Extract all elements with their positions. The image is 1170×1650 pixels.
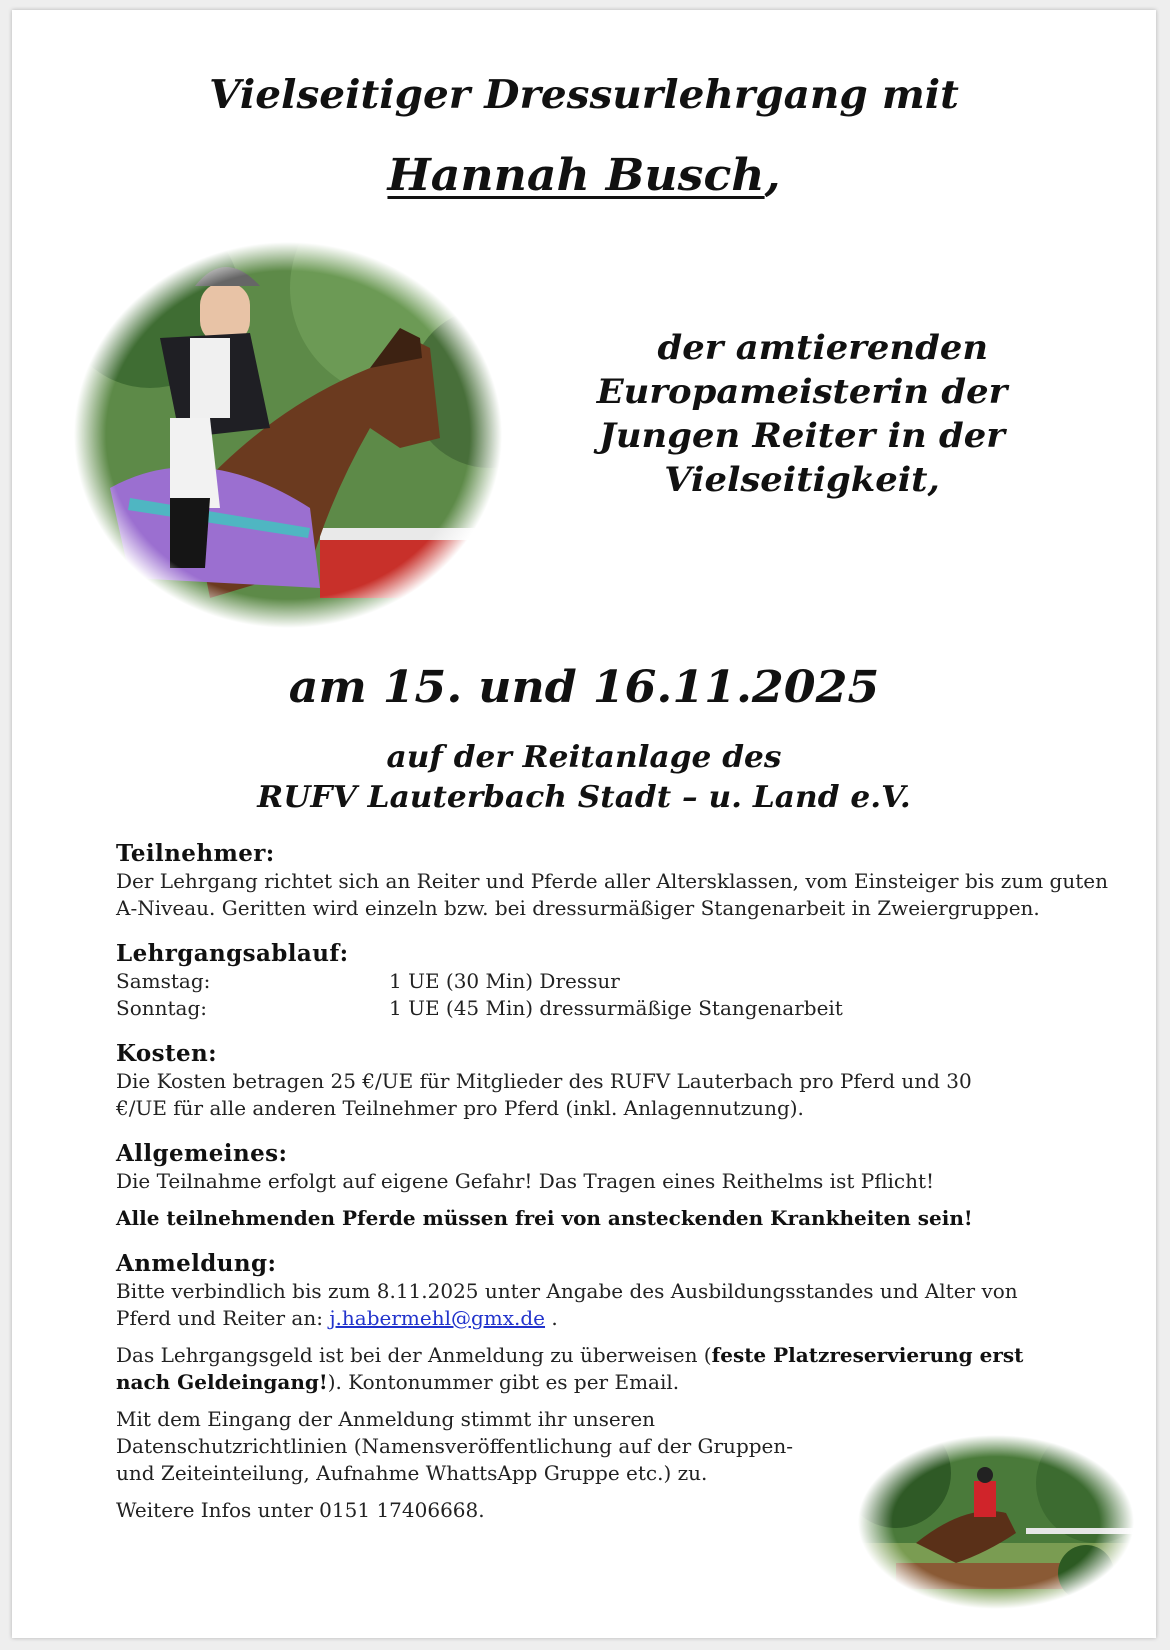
section-heading-allgemeines: Allgemeines: xyxy=(116,1140,288,1167)
info-text: Weitere Infos unter 0151 17406668. xyxy=(116,1498,485,1522)
subtitle-line-3: Jungen Reiter in der xyxy=(599,416,1005,456)
venue-line-1: auf der Reitanlage des xyxy=(386,740,782,775)
allgemeines-text: Die Teilnahme erfolgt auf eigene Gefahr! Das Tragen eines Reithelms ist Pflicht! xyxy=(116,1169,935,1193)
trainer-name-heading xyxy=(0,150,1170,201)
payment-bold: feste Platzreservierung erst nach Geldeingang! xyxy=(116,1343,1024,1394)
anmeldung-text-start: Bitte verbindlich bis zum 8.11.2025 unter Angabe des Ausbildungsstandes und Alter von Pferd und Reiter an: xyxy=(116,1279,1018,1330)
section-heading-kosten: Kosten: xyxy=(116,1040,218,1067)
flyer-page xyxy=(12,10,1156,1638)
payment-text-start: Das Lehrgangsgeld ist bei der Anmeldung zu überweisen ( xyxy=(116,1343,712,1367)
trainer-name: Hannah Busch xyxy=(387,150,765,201)
subtitle-line-2: Europameisterin der xyxy=(596,372,1008,412)
schedule-row xyxy=(116,995,1116,1022)
email-link[interactable]: j.habermehl@gmx.de xyxy=(329,1306,546,1330)
section-heading-anmeldung: Anmeldung: xyxy=(116,1250,277,1277)
details-content xyxy=(116,840,1116,1524)
kosten-text: Die Kosten betragen 25 €/UE für Mitglieder des RUFV Lauterbach pro Pferd und 30 €/UE für alle anderen Teilnehmer pro Pferd (inkl. Anlagennutzung). xyxy=(116,1069,972,1120)
event-date: am 15. und 16.11.2025 xyxy=(288,662,880,713)
trainer-name-comma: , xyxy=(764,150,781,201)
subtitle-line-4: Vielseitigkeit, xyxy=(664,460,940,500)
schedule-row xyxy=(116,968,1116,995)
venue-line-2: RUFV Lauterbach Stadt – u. Land e.V. xyxy=(257,780,911,815)
section-heading-ablauf: Lehrgangsablauf: xyxy=(116,940,349,967)
section-heading-teilnehmer: Teilnehmer: xyxy=(116,840,275,867)
payment-text-end: ). Kontonummer gibt es per Email. xyxy=(327,1370,680,1394)
rider-photo xyxy=(70,238,506,632)
anmeldung-text xyxy=(116,1278,1066,1332)
payment-text xyxy=(116,1342,1066,1396)
subtitle-line-1: der amtierenden xyxy=(657,328,989,368)
venue-block xyxy=(0,738,1170,818)
privacy-text: Mit dem Eingang der Anmeldung stimmt ihr unseren Datenschutzrichtlinien (Namensveröffentlichung auf der Gruppen- und Zeiteinteilung, Aufnahme WhattsApp Gruppe etc.) zu. xyxy=(116,1407,794,1485)
allgemeines-warning: Alle teilnehmenden Pferde müssen frei von ansteckenden Krankheiten sein! xyxy=(116,1206,973,1230)
schedule-day: Samstag: xyxy=(116,969,211,993)
cross-country-photo xyxy=(856,1433,1136,1611)
schedule-day: Sonntag: xyxy=(116,996,208,1020)
subtitle-block xyxy=(521,326,1083,502)
headline: Vielseitiger Dressurlehrgang mit xyxy=(209,72,959,118)
anmeldung-text-end: . xyxy=(545,1306,558,1330)
schedule-desc: 1 UE (45 Min) dressurmäßige Stangenarbeit xyxy=(389,996,843,1020)
teilnehmer-text: Der Lehrgang richtet sich an Reiter und Pferde aller Altersklassen, vom Einsteiger bis zum guten A-Niveau. Geritten wird einzeln bzw. bei dressurmäßiger Stangenarbeit in Zweiergruppen. xyxy=(116,869,1108,920)
schedule-desc: 1 UE (30 Min) Dressur xyxy=(389,969,620,993)
